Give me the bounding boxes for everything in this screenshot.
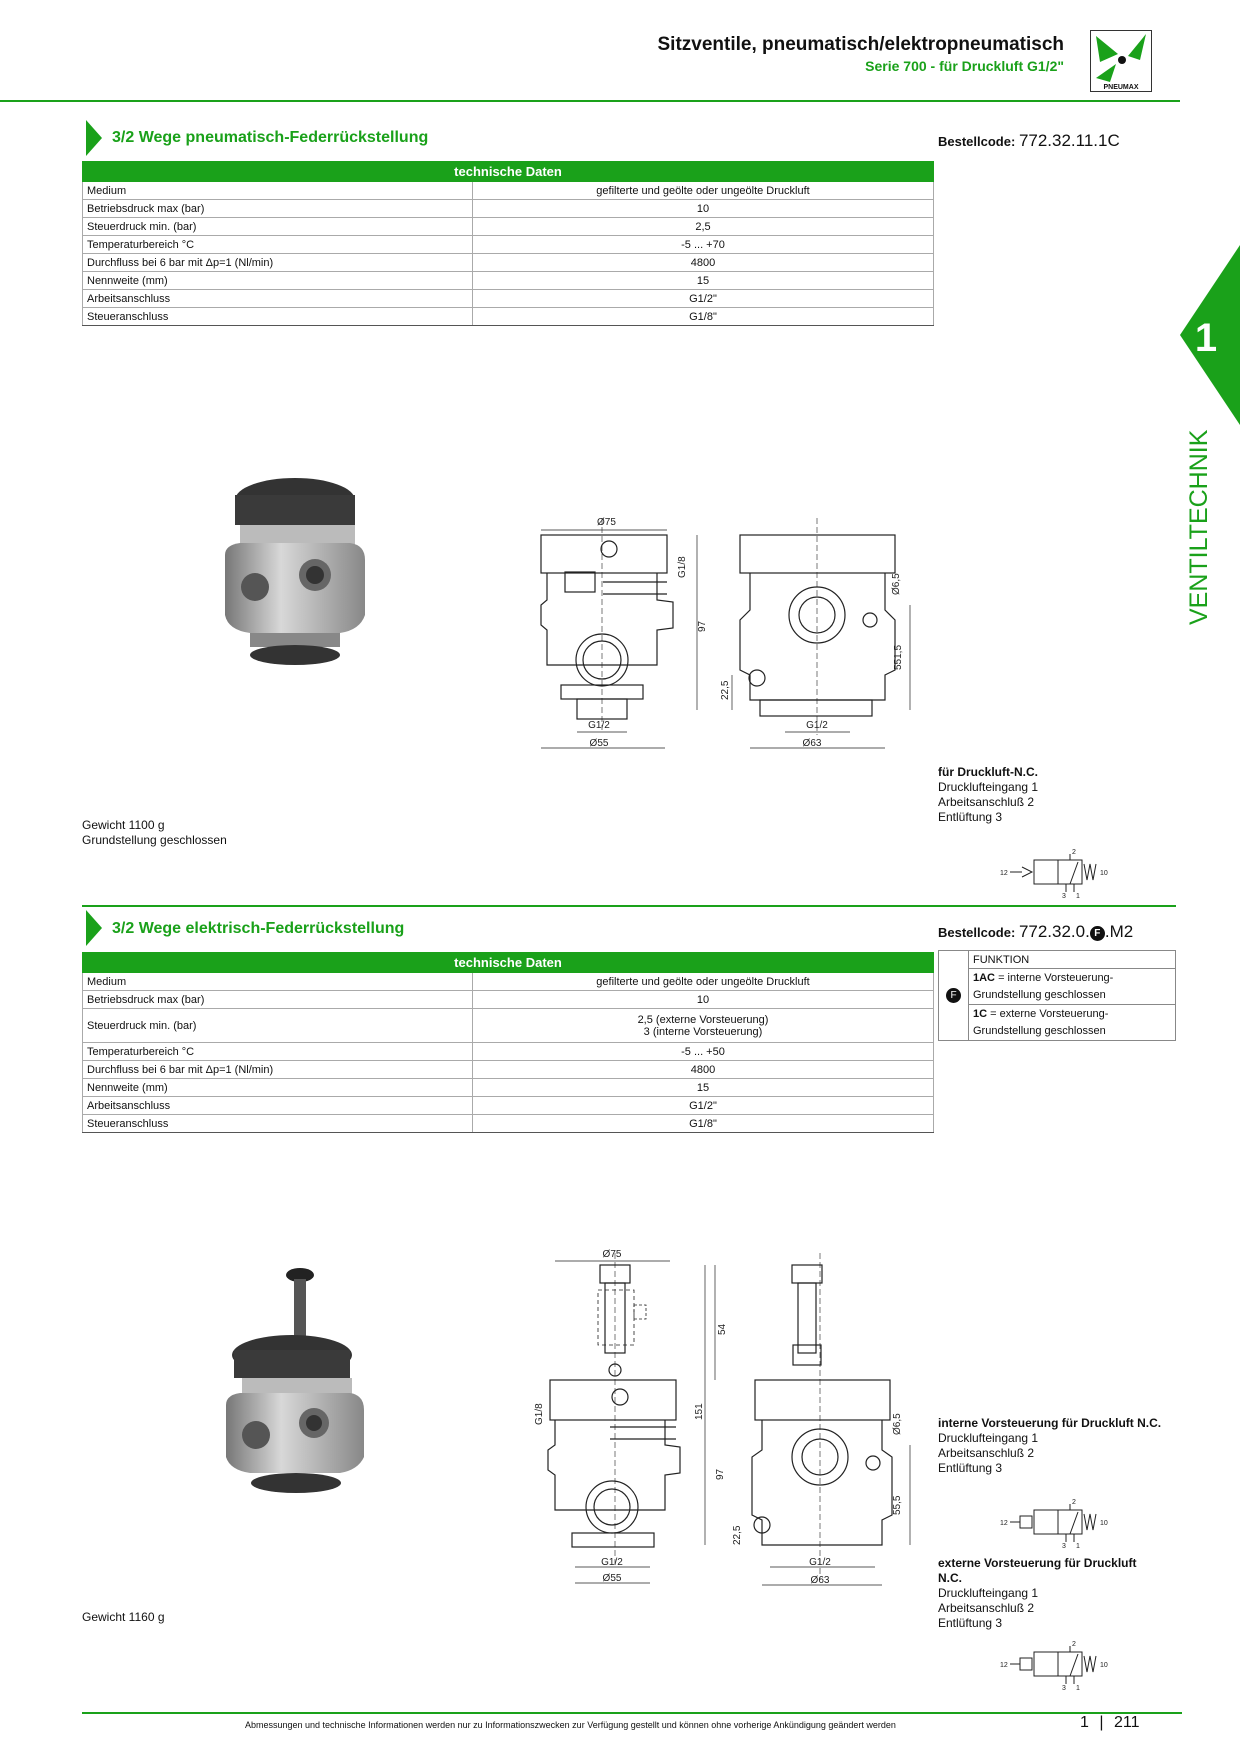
table-header: technische Daten [83, 162, 934, 182]
circuit-line: Arbeitsanschluß 2 [938, 1446, 1035, 1460]
section-divider [82, 905, 1176, 907]
row-value [473, 1009, 934, 1043]
section2-tech-table [82, 952, 934, 1133]
order-label: Bestellcode: [938, 134, 1016, 149]
row-label: Temperaturbereich °C [83, 236, 473, 254]
port-10: 10 [1100, 1520, 1108, 1527]
port-3: 3 [1062, 1685, 1066, 1692]
pneumax-logo [1090, 30, 1152, 92]
port-3: 3 [1062, 893, 1066, 898]
dim-g18: G1/8 [677, 556, 688, 578]
dim-97: 97 [697, 620, 708, 632]
section-arrow-icon [86, 910, 102, 946]
circuit-symbol-icon [1000, 1498, 1120, 1550]
port-2: 2 [1072, 1641, 1076, 1648]
section1-circuit-text [938, 765, 1038, 825]
port-1: 1 [1076, 1543, 1080, 1550]
dim-151: 151 [694, 1403, 705, 1420]
dim-d65: Ø6,5 [891, 573, 902, 595]
dim-551: 551,5 [893, 644, 904, 670]
section2-circuit2-text [938, 1556, 1136, 1631]
dim-225: 22,5 [720, 680, 731, 700]
row-value-line: 3 (interne Vorsteuerung) [643, 1025, 763, 1038]
row-value: -5 ... +70 [473, 236, 934, 254]
valve-photo-electric [222, 1265, 370, 1495]
function-table [938, 950, 1176, 1041]
circuit-line: Entlüftung 3 [938, 1461, 1003, 1475]
row-label: Arbeitsanschluss [83, 290, 473, 308]
function-marker-cell [939, 951, 969, 1041]
order-code: 772.32.11.1C [1018, 131, 1120, 150]
section1-order [938, 131, 1120, 151]
option-text: = interne Vorsteuerung- [995, 971, 1114, 984]
section1-dimension-drawing [535, 510, 915, 755]
section1-title: 3/2 Wege pneumatisch-Federrückstellung [112, 129, 429, 146]
function-option [969, 1005, 1176, 1023]
circuit-line: Arbeitsanschluß 2 [938, 1601, 1035, 1615]
section1-weight-block [82, 818, 227, 848]
circuit-title: interne Vorsteuerung für Druckluft N.C. [938, 1416, 1162, 1430]
dim-g12-right: G1/2 [809, 1557, 831, 1568]
chapter-number: 1 [1194, 316, 1218, 360]
port-2: 2 [1072, 849, 1076, 856]
row-label: Durchfluss bei 6 bar mit Δp=1 (Nl/min) [83, 1061, 473, 1079]
port-10: 10 [1100, 1662, 1108, 1669]
row-value: G1/2" [473, 1097, 934, 1115]
section1-tech-table [82, 161, 934, 326]
dim-d75: Ø75 [597, 517, 616, 528]
dim-g12-left: G1/2 [601, 1557, 623, 1568]
function-header: FUNKTION [969, 951, 1176, 969]
port-12: 12 [1000, 1520, 1008, 1527]
dim-g12-right: G1/2 [806, 720, 828, 731]
page-subtitle: Serie 700 - für Druckluft G1/2" [865, 58, 1064, 74]
row-label: Medium [83, 182, 473, 200]
header-rule [0, 100, 1180, 102]
function-option [969, 969, 1176, 987]
function-marker-icon: F [1090, 926, 1105, 941]
circuit-title: N.C. [938, 1571, 962, 1585]
function-option-cont: Grundstellung geschlossen [969, 1023, 1176, 1041]
port-2: 2 [1072, 1499, 1076, 1506]
option-code: 1C [973, 1007, 988, 1020]
row-value: 4800 [473, 254, 934, 272]
order-code-suffix: .M2 [1104, 922, 1134, 941]
row-label: Nennweite (mm) [83, 272, 473, 290]
row-label: Nennweite (mm) [83, 1079, 473, 1097]
row-value: 10 [473, 991, 934, 1009]
row-label: Betriebsdruck max (bar) [83, 200, 473, 218]
circuit-title: für Druckluft-N.C. [938, 765, 1038, 779]
option-code: 1AC [973, 971, 996, 984]
row-value: gefilterte und geölte oder ungeölte Druckluft [473, 973, 934, 991]
port-12: 12 [1000, 1662, 1008, 1669]
dim-54: 54 [717, 1323, 728, 1335]
circuit-line: Drucklufteingang 1 [938, 1431, 1039, 1445]
row-value: G1/2" [473, 290, 934, 308]
row-value: 2,5 [473, 218, 934, 236]
footer-page: 211 [1113, 1714, 1140, 1731]
circuit-line: Arbeitsanschluß 2 [938, 795, 1035, 809]
row-value: 4800 [473, 1061, 934, 1079]
option-text: = externe Vorsteuerung- [987, 1007, 1109, 1020]
page-title: Sitzventile, pneumatisch/elektropneumatisch [657, 34, 1064, 55]
dim-225: 22,5 [732, 1525, 743, 1545]
row-label: Arbeitsanschluss [83, 1097, 473, 1115]
circuit-symbol-icon [1000, 848, 1120, 898]
dim-d65: Ø6,5 [892, 1413, 903, 1435]
circuit-line: Entlüftung 3 [938, 810, 1003, 824]
row-label: Steueranschluss [83, 1115, 473, 1133]
section-arrow-icon [86, 120, 102, 156]
row-value: -5 ... +50 [473, 1043, 934, 1061]
dim-d63: Ø63 [802, 738, 822, 749]
row-label: Steuerdruck min. (bar) [83, 1009, 473, 1043]
order-code: 772.32.0. [1018, 922, 1090, 941]
dim-d55: Ø55 [602, 1573, 622, 1584]
row-value: 15 [473, 272, 934, 290]
dim-g12-left: G1/2 [588, 720, 610, 731]
chapter-label [1185, 425, 1225, 625]
section2-order [938, 922, 1133, 942]
dim-d55: Ø55 [589, 738, 609, 749]
footer-rule [82, 1712, 1182, 1714]
circuit-symbol-icon [1000, 1640, 1120, 1692]
row-value: G1/8" [473, 308, 934, 326]
row-value: 10 [473, 200, 934, 218]
circuit-line: Entlüftung 3 [938, 1616, 1003, 1630]
row-label: Temperaturbereich °C [83, 1043, 473, 1061]
row-value: 15 [473, 1079, 934, 1097]
function-marker-icon: F [946, 988, 961, 1003]
row-label: Betriebsdruck max (bar) [83, 991, 473, 1009]
row-label: Durchfluss bei 6 bar mit Δp=1 (Nl/min) [83, 254, 473, 272]
port-3: 3 [1062, 1543, 1066, 1550]
function-option-cont: Grundstellung geschlossen [969, 987, 1176, 1005]
section2-title: 3/2 Wege elektrisch-Federrückstellung [112, 920, 405, 937]
weight-text: Gewicht 1100 g [82, 818, 165, 832]
dim-555: 55,5 [892, 1495, 903, 1515]
dim-97: 97 [715, 1468, 726, 1480]
section2-dimension-drawing [530, 1245, 915, 1595]
row-label: Medium [83, 973, 473, 991]
chapter-label-text: VENTILTECHNIK [1185, 429, 1213, 625]
row-label: Steueranschluss [83, 308, 473, 326]
circuit-line: Drucklufteingang 1 [938, 1586, 1039, 1600]
footer-disclaimer: Abmessungen und technische Informationen werden nur zu Informationszwecken zur Verfügung gestellt und können ohne vorherige Ankündigung geändert werden [245, 1720, 896, 1730]
row-value: gefilterte und geölte oder ungeölte Druckluft [473, 182, 934, 200]
port-1: 1 [1076, 893, 1080, 898]
circuit-title: externe Vorsteuerung für Druckluft [938, 1556, 1137, 1570]
row-value: G1/8" [473, 1115, 934, 1133]
port-1: 1 [1076, 1685, 1080, 1692]
page-separator: | [1099, 1714, 1104, 1731]
logo-text: PNEUMAX [1103, 84, 1139, 91]
basic-position-text: Grundstellung geschlossen [82, 833, 227, 847]
port-10: 10 [1100, 870, 1108, 877]
dim-d63: Ø63 [810, 1575, 830, 1586]
circuit-line: Drucklufteingang 1 [938, 780, 1039, 794]
port-12: 12 [1000, 870, 1008, 877]
order-label: Bestellcode: [938, 925, 1016, 940]
valve-photo-pneumatic [220, 465, 370, 675]
row-label: Steuerdruck min. (bar) [83, 218, 473, 236]
row-value-line: 2,5 (externe Vorsteuerung) [637, 1013, 769, 1026]
section2-weight: Gewicht 1160 g [82, 1610, 165, 1624]
dim-d75: Ø75 [602, 1249, 622, 1260]
table-header: technische Daten [83, 953, 934, 973]
footer-chapter: 1 [1080, 1714, 1089, 1731]
dim-g18: G1/8 [534, 1403, 545, 1425]
section2-circuit1-text [938, 1416, 1161, 1476]
page-number [1080, 1714, 1139, 1732]
